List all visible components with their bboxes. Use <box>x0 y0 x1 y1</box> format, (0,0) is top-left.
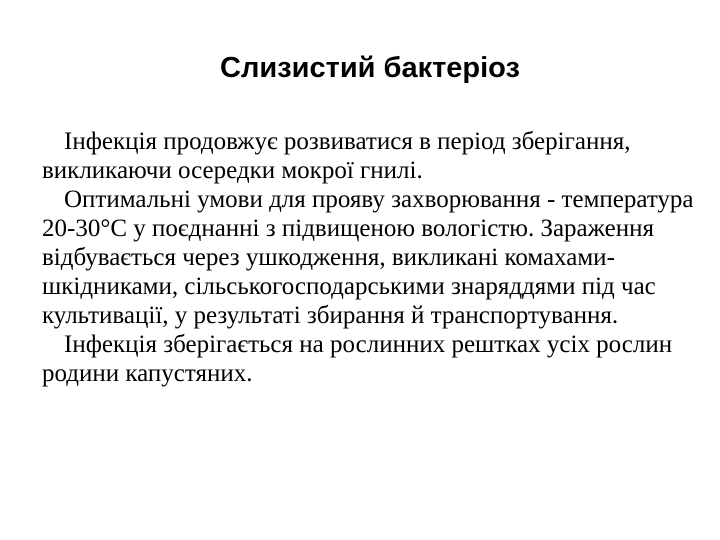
slide-body <box>42 127 714 388</box>
paragraph-plant-residues: Інфекція зберігається на рослинних рештках усіх рослин родини капустяних. <box>42 331 673 387</box>
slide-title: Слизистий бактеріоз <box>220 52 520 84</box>
paragraph-storage-infection: Інфекція продовжує розвиватися в період зберігання, викликаючи осередки мокрої гнилі. <box>42 128 631 184</box>
paragraph-optimal-conditions: Оптимальні умови для прояву захворювання - температура 20-30°С у поєднанні з підвищеною вологістю. Зараження відбувається через ушкодження, викликані комахами-шкідниками, сільськогосподарськими знаряддями під час культивації, у результаті збирання й транспортування. <box>42 186 694 329</box>
